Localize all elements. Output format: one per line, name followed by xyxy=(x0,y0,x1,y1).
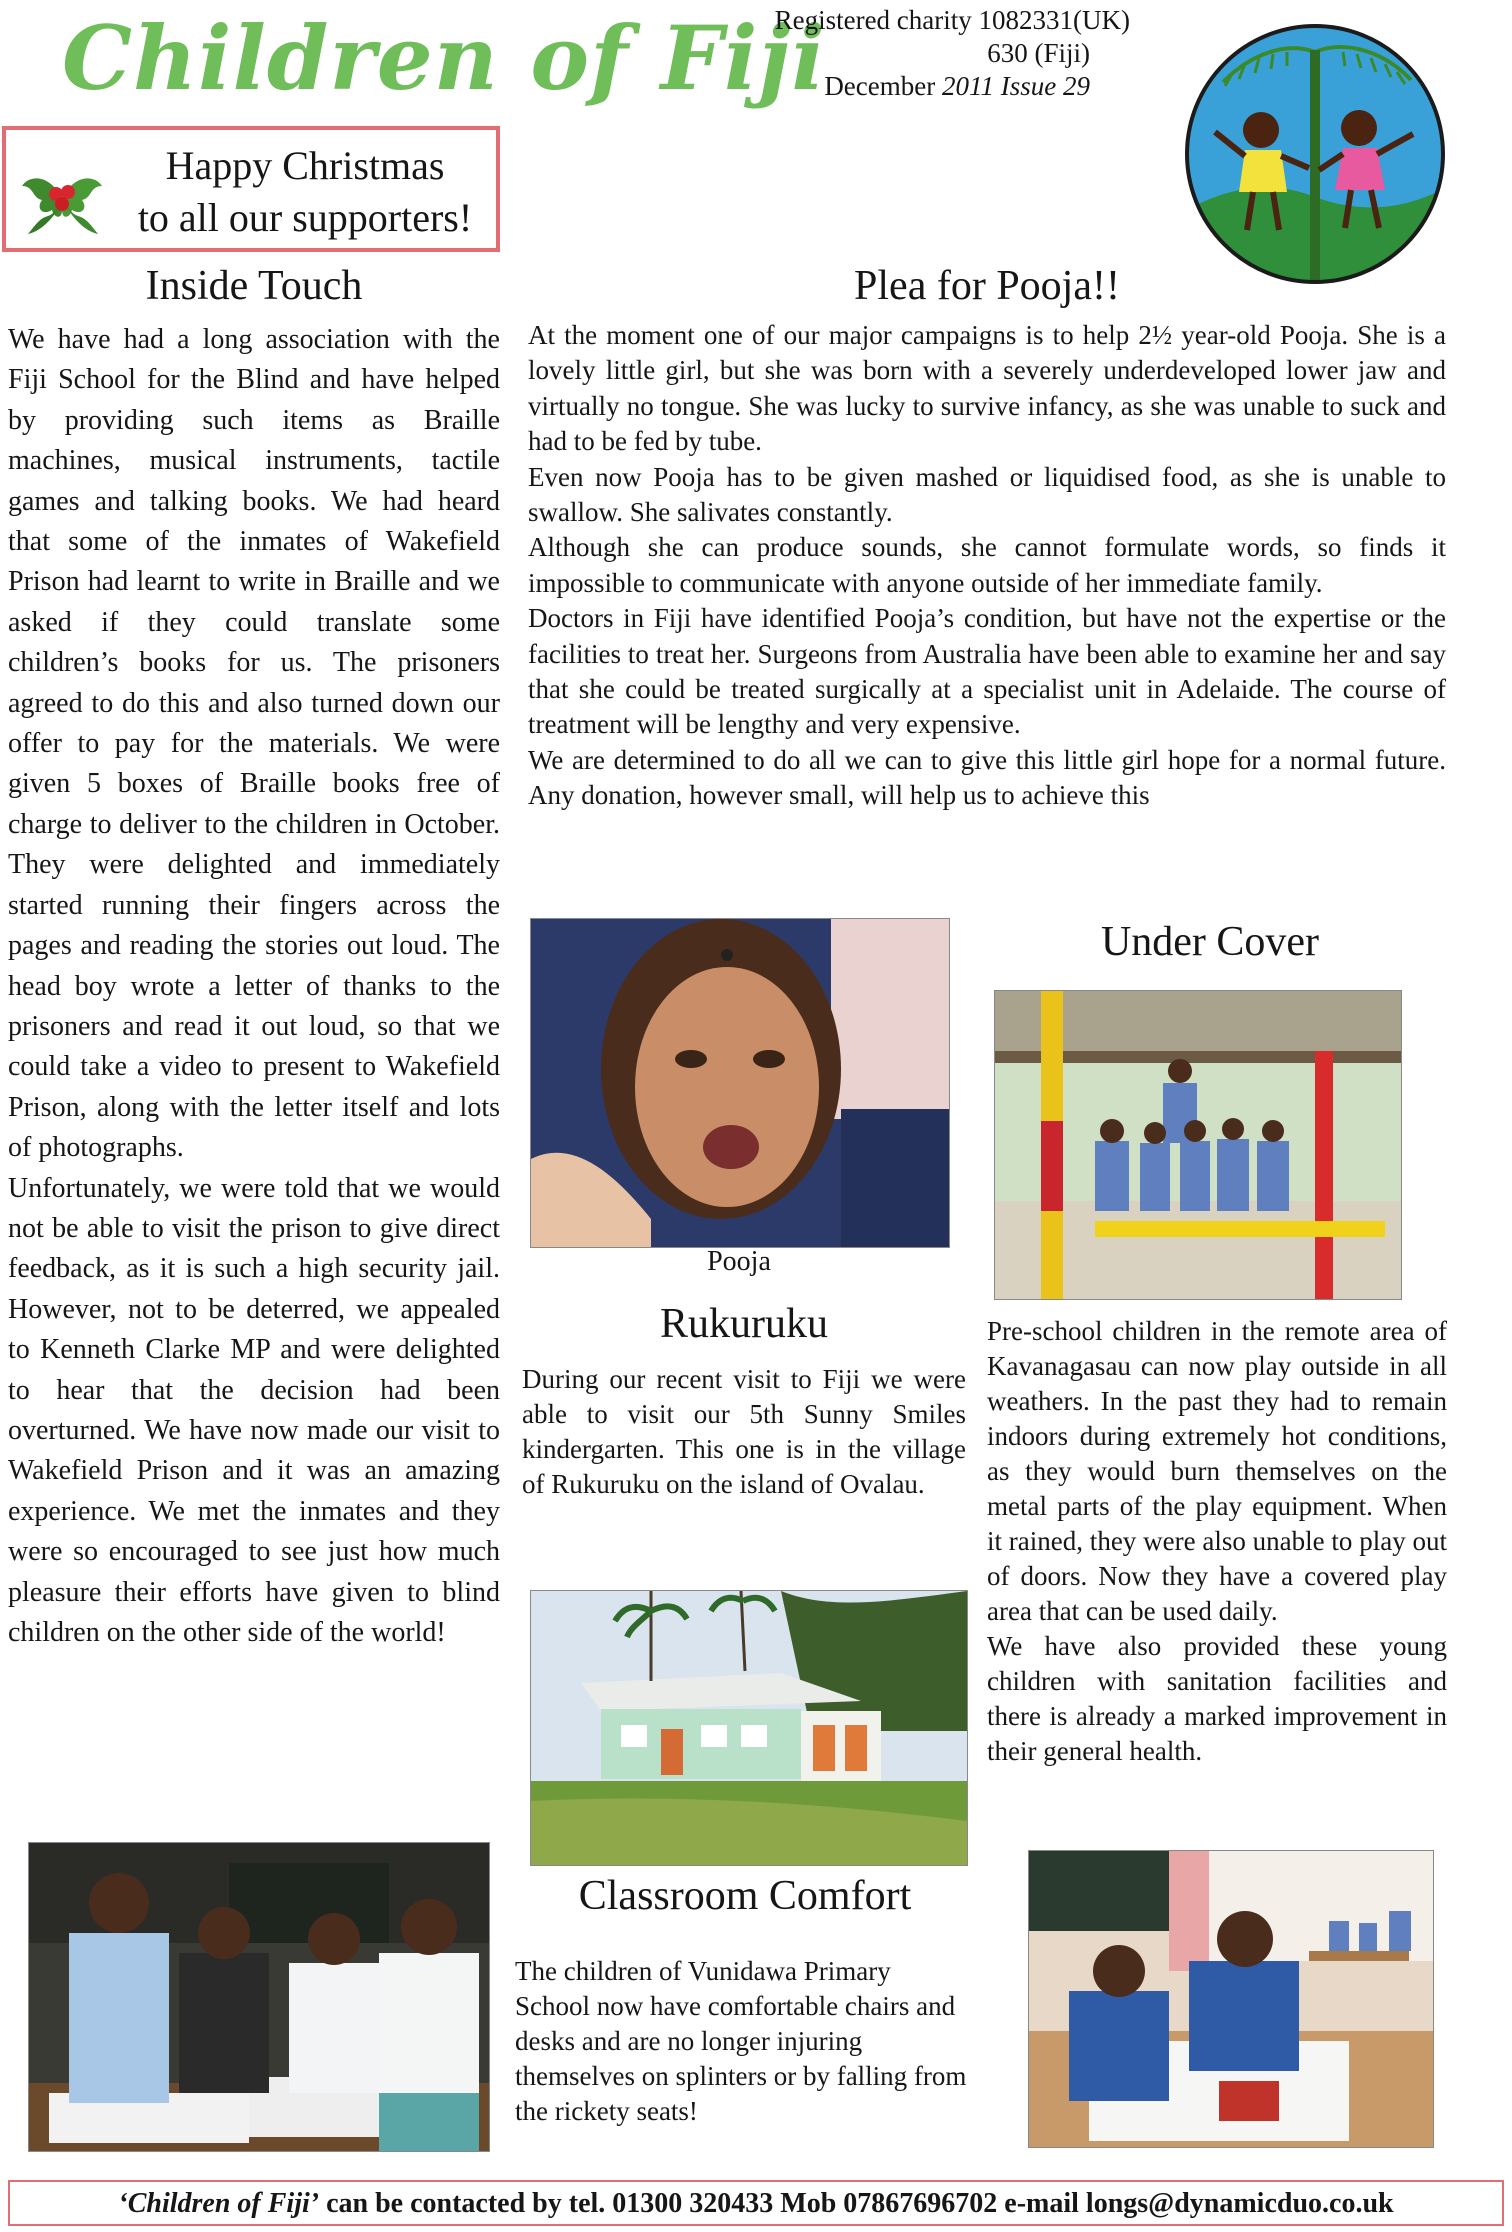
plea-para-3: Although she can produce sounds, she cannot formulate words, so finds it impossible to communicate with anyone outside of her immediate family. xyxy=(528,532,1446,598)
plea-para-4: Doctors in Fiji have identified Pooja’s condition, but have not the expertise or the facilities to treat her. Surgeons from Australia have been able to examine her and say that she could be treated surgically at a specialist unit in Adelaide. The course of treatment will be lengthy and very expensive. xyxy=(528,603,1446,740)
classroom-comfort-para-1: The children of Vunidawa Primary School now have comfortable chairs and desks and are no longer injuring themselves on splinters or by falling from the rickety seats! xyxy=(515,1956,967,2126)
under-cover-title: Under Cover xyxy=(1100,919,1320,965)
plea-title: Plea for Pooja!! xyxy=(854,263,1120,309)
inside-touch-para-2: Unfortunately, we were told that we would not be able to visit the prison to give direct feedback, as it is such a high security jail. However, not to be deterred, we appealed to Kenneth Clarke MP and were delighted to hear that the decision had been overturned. We have now made our visit to Wakefield Prison and it was an amazing experience. We met the inmates and they were so encouraged to see just how much pleasure their efforts have given to blind children on the other side of the world! xyxy=(8,1172,500,1648)
greeting-line-1: Happy Christmas xyxy=(165,143,445,188)
contact-footer xyxy=(8,2180,1504,2226)
masthead-title: Children of Fiji xyxy=(62,6,826,110)
issue-number: 2011 Issue 29 xyxy=(942,71,1090,101)
rukuruku-article xyxy=(522,1300,966,1502)
plea-para-1: At the moment one of our major campaigns is to help 2½ year-old Pooja. She is a lovely little girl, but she was born with a severely underdeveloped lower jaw and virtually no tongue. She was lucky to survive infancy, as she was unable to suck and had to be fed by tube. xyxy=(528,320,1446,457)
classroom-comfort-article xyxy=(515,1954,967,2129)
classroom-comfort-title: Classroom Comfort xyxy=(578,1873,912,1919)
pooja-photo xyxy=(530,918,950,1248)
inside-touch-para-1: We have had a long association with the Fiji School for the Blind and have helped by providing such items as Braille machines, musical instruments, tactile games and talking books. We had heard that some of the inmates of Wakefield Prison had learnt to write in Braille and we asked if they could translate some children’s books for us. The prisoners agreed to do this and also turned down our offer to pay for the materials. We were given 5 boxes of Braille books free of charge to deliver to the children in October. They were delighted and immediately started running their fingers across the pages and reading the stories out loud. The head boy wrote a letter of thanks to the prisoners and read it out loud, so that we could take a video to present to Wakefield Prison, along with the letter itself and lots of photographs. xyxy=(8,324,500,1164)
pooja-photo-caption: Pooja xyxy=(707,1246,771,1277)
under-cover-article xyxy=(987,1314,1447,1769)
plea-para-2: Even now Pooja has to be given mashed or liquidised food, as she is unable to swallow. She salivates constantly. xyxy=(528,461,1446,528)
issue-month: December xyxy=(824,71,936,101)
plea-for-pooja-article xyxy=(528,262,1446,814)
classroom-students-photo xyxy=(1028,1850,1434,2148)
inside-touch-title: Inside Touch xyxy=(145,263,363,309)
under-cover-photo xyxy=(994,990,1402,1300)
greeting-line-2: to all our supporters! xyxy=(137,195,473,240)
footer-contact-details: can be contacted by tel. 01300 320433 Mob 07867696702 e-mail longs@dynamicduo.co.uk xyxy=(326,2188,1394,2219)
rukuruku-title: Rukuruku xyxy=(660,1301,828,1347)
children-palm-tree-logo xyxy=(1183,22,1447,286)
under-cover-para-2: We have also provided these young children with sanitation facilities and there is already a marked improvement in their general health. xyxy=(987,1631,1447,1766)
charity-info xyxy=(700,4,1130,103)
holly-icon xyxy=(18,152,106,240)
inside-touch-article xyxy=(8,262,500,1653)
christmas-greeting-box xyxy=(2,126,500,252)
footer-org-name: ‘Children of Fiji’ xyxy=(118,2188,320,2219)
blind-school-students-photo xyxy=(28,1842,490,2152)
charity-registration-uk: Registered charity 1082331(UK) xyxy=(774,5,1130,35)
under-cover-para-1: Pre-school children in the remote area of Kavanagasau can now play outside in all weathers. In the past they had to remain indoors during extremely hot conditions, as they would burn themselves on the metal parts of the play equipment. When it rained, they were also unable to play out of doors. Now they have a covered play area that can be used daily. xyxy=(987,1316,1447,1626)
charity-registration-fiji: 630 (Fiji) xyxy=(987,38,1090,68)
rukuruku-para-1: During our recent visit to Fiji we were able to visit our 5th Sunny Smiles kindergarten. This one is in the village of Rukuruku on the island of Ovalau. xyxy=(522,1364,966,1499)
issue-date xyxy=(700,70,1130,103)
christmas-greeting-text xyxy=(110,140,500,244)
rukuruku-kindergarten-photo xyxy=(530,1590,968,1866)
plea-para-5: We are determined to do all we can to give this little girl hope for a normal future. Any donation, however small, will help us to achieve this xyxy=(528,744,1446,811)
